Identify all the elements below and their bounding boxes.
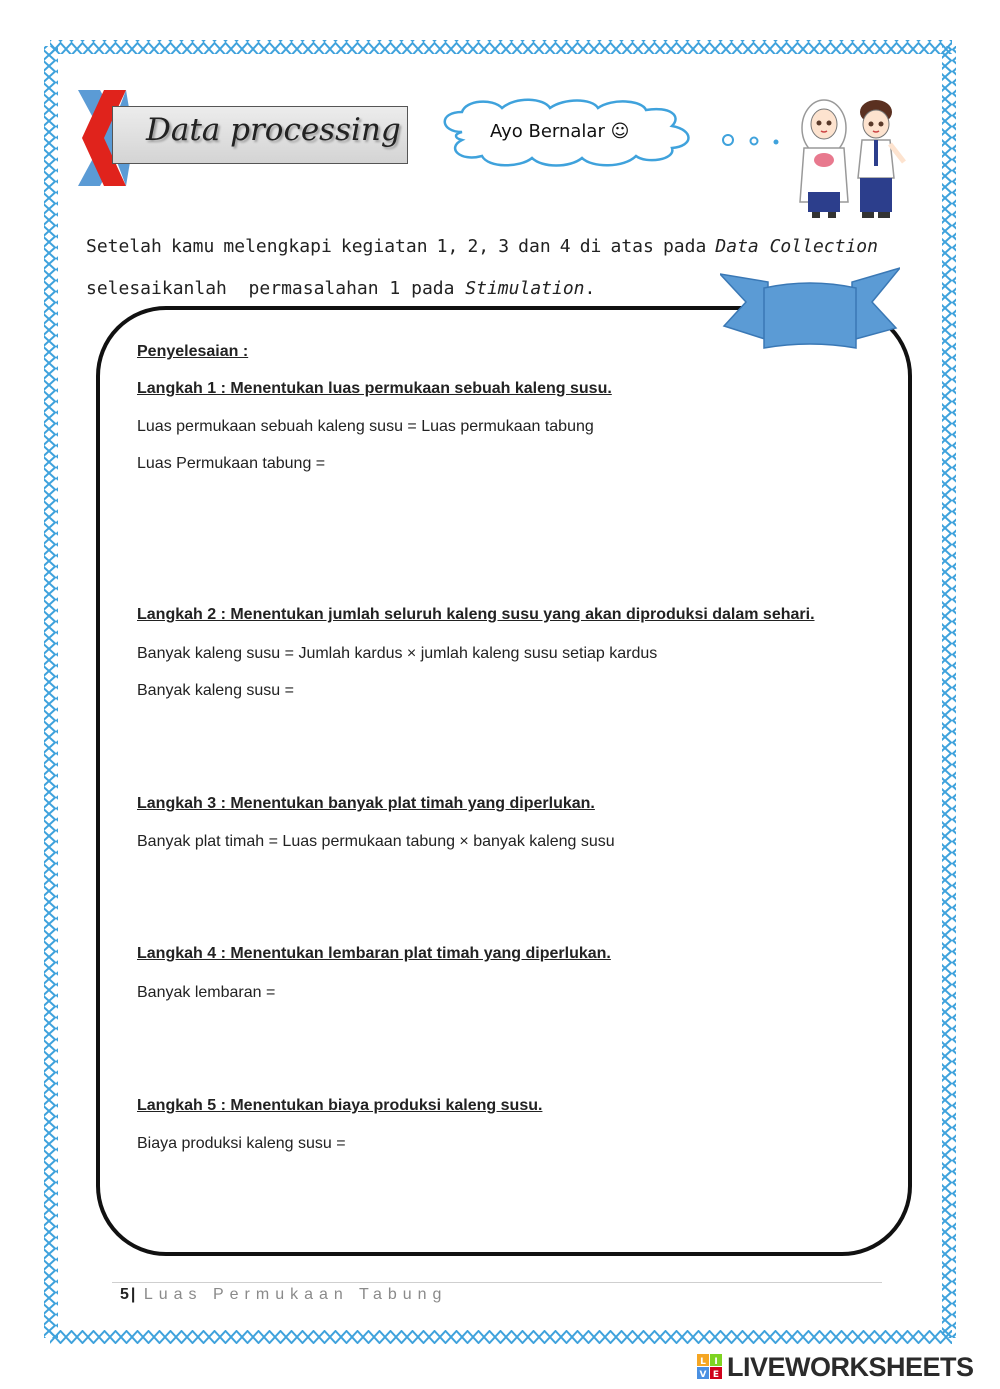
- step-1-line-1: Luas permukaan sebuah kaleng susu = Luas permukaan tabung: [137, 418, 594, 435]
- liveworksheets-logo-icon: [697, 1354, 723, 1380]
- intro-line2-prefix: selesaikanlah permasalahan 1 pada: [86, 278, 466, 299]
- intro-word: dan: [518, 236, 551, 257]
- step-5-line-1: Biaya produksi kaleng susu =: [137, 1135, 346, 1152]
- intro-stimulation: Stimulation: [465, 278, 585, 299]
- step-1-heading: Langkah 1 : Menentukan luas permukaan sebuah kaleng susu.: [137, 380, 612, 397]
- step-3-line-1: Banyak plat timah = Luas permukaan tabung × banyak kaleng susu: [137, 833, 615, 850]
- liveworksheets-watermark: [697, 1352, 974, 1382]
- step-4-heading: Langkah 4 : Menentukan lembaran plat timah yang diperlukan.: [137, 945, 611, 962]
- thought-dots-icon: [718, 126, 788, 156]
- svg-text:I: I: [714, 1357, 718, 1367]
- intro-word: 3: [498, 236, 510, 257]
- intro-word: 4: [559, 236, 571, 257]
- step-3-heading: Langkah 3 : Menentukan banyak plat timah yang diperlukan.: [137, 795, 595, 812]
- intro-data-collection: Data Collection: [715, 236, 878, 257]
- svg-text:V: V: [699, 1370, 707, 1380]
- page-title: Data processing: [146, 112, 401, 148]
- intro-word: Setelah: [86, 236, 162, 257]
- intro-word: pada: [662, 236, 707, 257]
- footer-separator: |: [130, 1286, 136, 1303]
- svg-text:E: E: [712, 1370, 720, 1380]
- step-2-heading: Langkah 2 : Menentukan jumlah seluruh kaleng susu yang akan diproduksi dalam sehari.: [137, 606, 815, 623]
- page-number: 5: [120, 1286, 129, 1303]
- cloud-label: Ayo Bernalar ☺: [490, 121, 630, 142]
- step-5-heading: Langkah 5 : Menentukan biaya produksi kaleng susu.: [137, 1097, 543, 1114]
- ribbon-decoration-icon: [720, 266, 900, 356]
- intro-word: atas: [610, 236, 654, 257]
- intro-word: di: [579, 236, 602, 257]
- solution-label: Penyelesaian :: [137, 343, 249, 360]
- students-illustration-icon: [792, 92, 912, 222]
- intro-word: 2,: [467, 236, 490, 257]
- intro-word: melengkapi: [223, 236, 332, 257]
- intro-word: kamu: [170, 236, 215, 257]
- step-2-line-1: Banyak kaleng susu = Jumlah kardus × jumlah kaleng susu setiap kardus: [137, 645, 658, 662]
- svg-text:L: L: [700, 1357, 706, 1367]
- step-2-line-2: Banyak kaleng susu =: [137, 682, 294, 699]
- intro-word: 1,: [436, 236, 459, 257]
- intro-line2-suffix: .: [584, 278, 596, 299]
- footer-divider: [112, 1282, 882, 1283]
- intro-line-1: [86, 226, 878, 268]
- step-1-line-2: Luas Permukaan tabung =: [137, 455, 326, 472]
- intro-word: kegiatan: [340, 236, 428, 257]
- page-footer: [120, 1286, 447, 1304]
- footer-title: Luas Permukaan Tabung: [143, 1286, 448, 1303]
- step-4-line-1: Banyak lembaran =: [137, 984, 276, 1001]
- watermark-text: LIVEWORKSHEETS: [727, 1352, 974, 1382]
